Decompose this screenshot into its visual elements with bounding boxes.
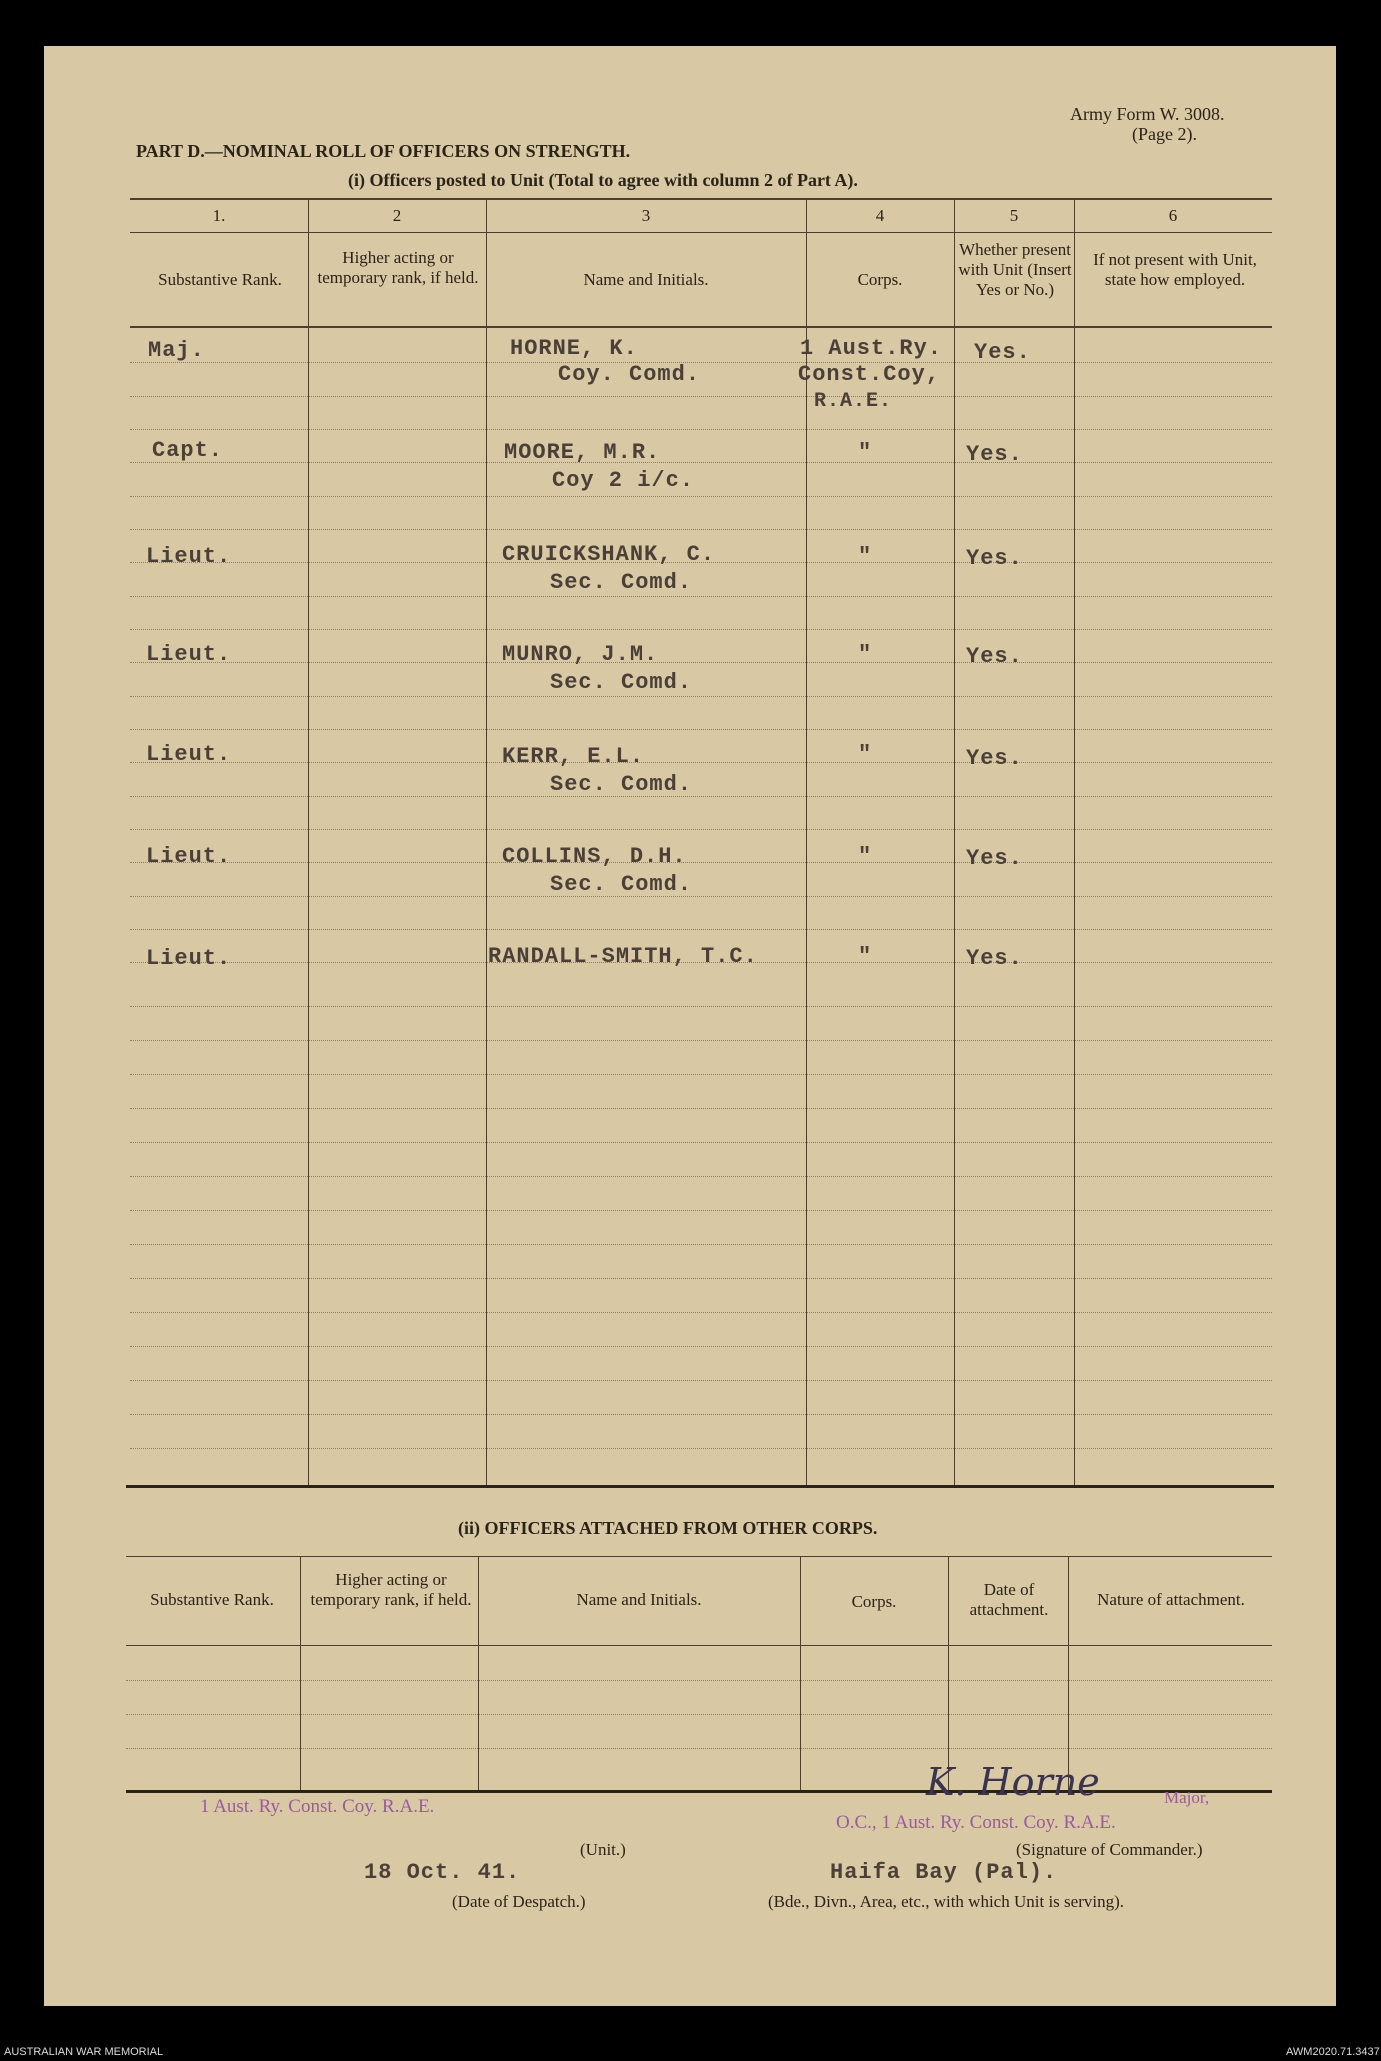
ruled-line [130, 862, 1272, 863]
ruled-line [130, 1176, 1272, 1177]
ruled-line [130, 1142, 1272, 1143]
row-corps-line3: R.A.E. [814, 390, 893, 413]
row-present: Yes. [966, 644, 1023, 669]
ruled-line [130, 696, 1272, 697]
ruled-line [130, 829, 1272, 830]
row-present: Yes. [966, 846, 1023, 871]
ruled-line [130, 1414, 1272, 1415]
ruled-line [130, 1380, 1272, 1381]
ruled-line [130, 1448, 1272, 1449]
colnum-2: 2 [392, 206, 402, 225]
ruled-line [130, 662, 1272, 663]
form-page: (Page 2). [1132, 124, 1197, 144]
table-bottom-rule [126, 1485, 1274, 1488]
ruled-line [130, 1244, 1272, 1245]
colnum-6: 6 [1168, 206, 1178, 225]
col-header-name: Name and Initials. [583, 270, 709, 289]
ruled-line [130, 1210, 1272, 1211]
row-appointment: Sec. Comd. [550, 872, 693, 897]
ruled-line [130, 429, 1272, 430]
ruled-line [130, 462, 1272, 463]
row-corps-line2: Const.Coy, [798, 362, 941, 387]
section-i-title: (i) Officers posted to Unit (Total to agree with column 2 of Part A). [348, 170, 858, 190]
ruled-line [130, 596, 1272, 597]
ruled-line [130, 629, 1272, 630]
col-header-name: Name and Initials. [576, 1590, 702, 1609]
ruled-line [130, 396, 1272, 397]
section-ii-header-rule [126, 1645, 1272, 1646]
ruled-line [130, 762, 1272, 763]
section-ii-title: (ii) OFFICERS ATTACHED FROM OTHER CORPS. [458, 1518, 878, 1538]
col-header-rank: Substantive Rank. [150, 1590, 274, 1609]
commander-signature: K. Horne [926, 1760, 1100, 1804]
row-present: Yes. [966, 746, 1023, 771]
row-corps: " [858, 742, 873, 767]
row-name: COLLINS, D.H. [502, 844, 687, 869]
row-present: Yes. [974, 340, 1031, 365]
ruled-line [130, 796, 1272, 797]
row-rank: Lieut. [146, 844, 232, 869]
col-divider [308, 200, 309, 1485]
colnum-1: 1. [212, 206, 226, 225]
row-name: CRUICKSHANK, C. [502, 542, 716, 567]
col-header-rank: Substantive Rank. [158, 270, 282, 289]
despatch-date: 18 Oct. 41. [364, 1860, 521, 1885]
col-header-nature: Nature of attachment. [1097, 1590, 1245, 1609]
row-name: MUNRO, J.M. [502, 642, 659, 667]
col-divider [486, 200, 487, 1485]
row-appointment: Coy. Comd. [558, 362, 701, 387]
ruled-line [130, 496, 1272, 497]
ruled-line [126, 1680, 1272, 1681]
row-appointment: Sec. Comd. [550, 670, 693, 695]
ruled-line [130, 929, 1272, 930]
row-rank: Capt. [152, 438, 224, 463]
form-number: Army Form W. 3008. [1070, 104, 1225, 124]
colnum-rule [130, 232, 1272, 233]
ruled-line [130, 1040, 1272, 1041]
form-sheet [44, 46, 1336, 2006]
col-divider [954, 200, 955, 1485]
signature-label: (Signature of Commander.) [1016, 1840, 1203, 1859]
ruled-line [130, 362, 1272, 363]
row-present: Yes. [966, 546, 1023, 571]
commander-rank-stamp: Major, [1164, 1788, 1210, 1807]
col-header-employed: If not present with Unit, state how employed. [1093, 250, 1257, 289]
archive-reference: AWM2020.71.3437 [1286, 2046, 1380, 2058]
ruled-line [130, 529, 1272, 530]
row-rank: Lieut. [146, 544, 232, 569]
col-header-date-attached: Date of attachment. [969, 1580, 1049, 1619]
row-appointment: Sec. Comd. [550, 772, 693, 797]
row-appointment: Coy 2 i/c. [552, 468, 695, 493]
ruled-line [130, 1346, 1272, 1347]
ruled-line [130, 1108, 1272, 1109]
ruled-line [130, 1278, 1272, 1279]
section-ii-top-rule [126, 1556, 1272, 1557]
row-present: Yes. [966, 946, 1023, 971]
row-corps: " [858, 944, 873, 969]
col-header-present: Whether present with Unit (Insert Yes or No.) [958, 240, 1072, 299]
ruled-line [130, 729, 1272, 730]
ruled-line [126, 1748, 1272, 1749]
col-divider [806, 200, 807, 1485]
unit-stamp: 1 Aust. Ry. Const. Coy. R.A.E. [200, 1796, 435, 1817]
ruled-line [126, 1714, 1272, 1715]
unit-label: (Unit.) [580, 1840, 626, 1859]
part-title: PART D.—NOMINAL ROLL OF OFFICERS ON STRENGTH. [136, 141, 631, 161]
col-header-corps: Corps. [857, 270, 903, 289]
ruled-line [130, 1312, 1272, 1313]
col-header-acting: Higher acting or temporary rank, if held. [317, 248, 479, 287]
unit-location: Haifa Bay (Pal). [830, 1860, 1058, 1885]
commander-stamp: O.C., 1 Aust. Ry. Const. Coy. R.A.E. [836, 1812, 1116, 1833]
row-rank: Maj. [148, 338, 205, 363]
section-ii-bottom-rule [126, 1790, 1272, 1793]
ruled-line [130, 1006, 1272, 1007]
date-label: (Date of Despatch.) [452, 1892, 586, 1911]
col-header-acting: Higher acting or temporary rank, if held. [310, 1570, 472, 1609]
row-name: MOORE, M.R. [504, 440, 661, 465]
ruled-line [130, 896, 1272, 897]
row-name: HORNE, K. [510, 336, 638, 361]
row-name: KERR, E.L. [502, 744, 645, 769]
row-present: Yes. [966, 442, 1023, 467]
col-divider [948, 1556, 949, 1790]
row-corps: " [858, 440, 873, 465]
row-rank: Lieut. [146, 742, 232, 767]
row-rank: Lieut. [146, 642, 232, 667]
ruled-line [130, 1074, 1272, 1075]
row-corps: 1 Aust.Ry. [800, 336, 943, 361]
row-rank: Lieut. [146, 946, 232, 971]
row-appointment: Sec. Comd. [550, 570, 693, 595]
colnum-5: 5 [1009, 206, 1019, 225]
archive-label: AUSTRALIAN WAR MEMORIAL [4, 2046, 164, 2058]
header-rule [130, 326, 1272, 328]
row-corps: " [858, 642, 873, 667]
col-divider [1074, 200, 1075, 1485]
row-corps: " [858, 844, 873, 869]
row-corps: " [858, 544, 873, 569]
col-header-corps: Corps. [851, 1592, 897, 1611]
row-name: RANDALL-SMITH, T.C. [488, 944, 758, 969]
location-label: (Bde., Divn., Area, etc., with which Unit is serving). [768, 1892, 1124, 1911]
colnum-3: 3 [641, 206, 651, 225]
table-top-rule [130, 198, 1272, 200]
colnum-4: 4 [875, 206, 885, 225]
